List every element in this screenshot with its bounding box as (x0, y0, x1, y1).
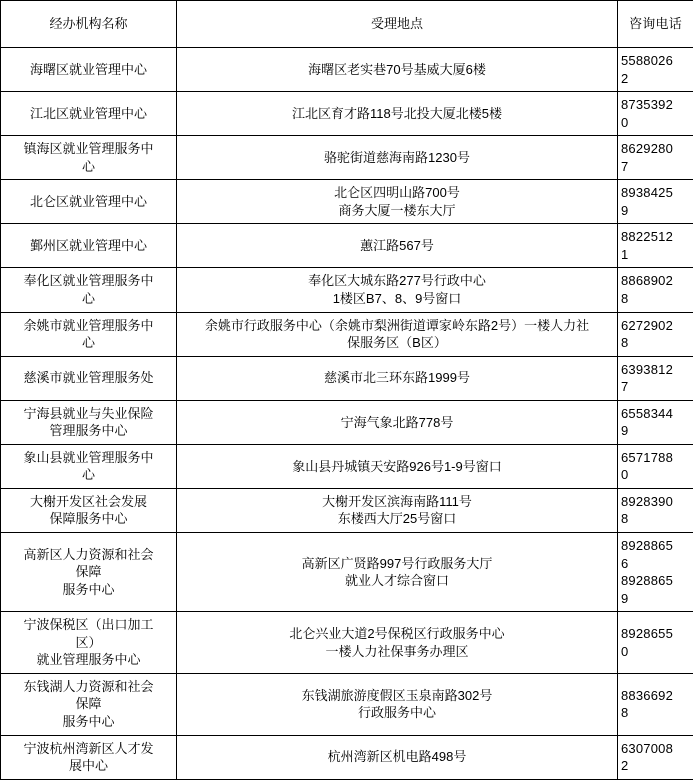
table-row (1, 136, 693, 180)
table-row (1, 224, 693, 268)
cell-agency-name-line: 高新区人力资源和社会 (4, 546, 173, 564)
cell-agency-name-line: 区） (4, 634, 173, 652)
cell-phone (618, 673, 693, 735)
cell-agency-name-line: 东钱湖人力资源和社会 (4, 678, 173, 696)
cell-phone-line: 8836692 (621, 687, 690, 705)
cell-agency-name-line: 慈溪市就业管理服务处 (4, 369, 173, 387)
cell-phone (618, 48, 693, 92)
cell-location-line: 一楼人力社保事务办理区 (180, 643, 614, 661)
cell-phone (618, 180, 693, 224)
cell-agency-name (1, 136, 177, 180)
table-header-row (1, 1, 693, 48)
cell-phone (618, 224, 693, 268)
cell-agency-name-line: 心 (4, 334, 173, 352)
cell-phone (618, 533, 693, 612)
cell-location (177, 356, 618, 400)
cell-agency-name-line: 鄞州区就业管理中心 (4, 237, 173, 255)
cell-phone (618, 612, 693, 674)
cell-phone-line: 7 (621, 378, 690, 396)
cell-location-line: 杭州湾新区机电路498号 (180, 748, 614, 766)
cell-phone-line: 5588026 (621, 52, 690, 70)
cell-agency-name (1, 400, 177, 444)
cell-location (177, 48, 618, 92)
cell-location (177, 400, 618, 444)
cell-location (177, 735, 618, 779)
cell-location (177, 312, 618, 356)
cell-location-line: 宁海气象北路778号 (180, 414, 614, 432)
cell-location (177, 444, 618, 488)
table-row (1, 48, 693, 92)
cell-phone-line: 9 (621, 590, 690, 608)
cell-agency-name-line: 大榭开发区社会发展 (4, 493, 173, 511)
table-row (1, 673, 693, 735)
cell-phone-line: 8868902 (621, 272, 690, 290)
cell-location-line: 江北区育才路118号北投大厦北楼5楼 (180, 105, 614, 123)
cell-agency-name-line: 管理服务中心 (4, 422, 173, 440)
cell-agency-name (1, 533, 177, 612)
cell-agency-name-line: 展中心 (4, 757, 173, 775)
cell-phone-line: 0 (621, 466, 690, 484)
cell-phone-line: 6307008 (621, 740, 690, 758)
cell-agency-name-line: 江北区就业管理中心 (4, 105, 173, 123)
cell-phone (618, 444, 693, 488)
cell-phone-line: 7 (621, 158, 690, 176)
cell-phone-line: 8735392 (621, 96, 690, 114)
cell-phone (618, 92, 693, 136)
table-row (1, 180, 693, 224)
cell-phone-line: 6393812 (621, 361, 690, 379)
cell-location-line: 北仑兴业大道2号保税区行政服务中心 (180, 625, 614, 643)
cell-agency-name-line: 镇海区就业管理服务中 (4, 140, 173, 158)
cell-agency-name-line: 心 (4, 466, 173, 484)
cell-phone-line: 1 (621, 246, 690, 264)
cell-location (177, 612, 618, 674)
cell-phone-line: 8928865 (621, 537, 690, 555)
cell-location-line: 商务大厦一楼东大厅 (180, 202, 614, 220)
cell-location-line: 骆驼街道慈海南路1230号 (180, 149, 614, 167)
cell-agency-name (1, 673, 177, 735)
table-row (1, 312, 693, 356)
cell-agency-name (1, 735, 177, 779)
cell-agency-name-line: 余姚市就业管理服务中 (4, 317, 173, 335)
cell-agency-name (1, 224, 177, 268)
cell-phone-line: 8928655 (621, 625, 690, 643)
header-location: 受理地点 (177, 1, 618, 48)
cell-phone (618, 312, 693, 356)
cell-agency-name-line: 海曙区就业管理中心 (4, 61, 173, 79)
cell-agency-name (1, 48, 177, 92)
cell-phone (618, 735, 693, 779)
cell-location-line: 慈溪市北三环东路1999号 (180, 369, 614, 387)
table-row (1, 356, 693, 400)
cell-location (177, 92, 618, 136)
cell-phone (618, 268, 693, 312)
cell-agency-name (1, 268, 177, 312)
cell-location-line: 北仑区四明山路700号 (180, 184, 614, 202)
table-row (1, 268, 693, 312)
cell-phone-line: 0 (621, 114, 690, 132)
cell-location-line: 海曙区老实巷70号基威大厦6楼 (180, 61, 614, 79)
cell-agency-name-line: 服务中心 (4, 713, 173, 731)
cell-phone (618, 400, 693, 444)
cell-agency-name-line: 保障服务中心 (4, 510, 173, 528)
cell-location (177, 180, 618, 224)
cell-agency-name (1, 92, 177, 136)
table-row (1, 444, 693, 488)
cell-location-line: 奉化区大城东路277号行政中心 (180, 272, 614, 290)
cell-agency-name-line: 服务中心 (4, 581, 173, 599)
cell-location (177, 268, 618, 312)
cell-agency-name (1, 312, 177, 356)
cell-location-line: 保服务区（B区） (180, 334, 614, 352)
cell-phone-line: 9 (621, 202, 690, 220)
cell-location (177, 673, 618, 735)
cell-agency-name-line: 北仑区就业管理中心 (4, 193, 173, 211)
header-phone: 咨询电话 (618, 1, 693, 48)
cell-phone-line: 8928865 (621, 572, 690, 590)
cell-agency-name-line: 奉化区就业管理服务中 (4, 272, 173, 290)
cell-phone (618, 356, 693, 400)
table-row (1, 400, 693, 444)
cell-phone-line: 8 (621, 510, 690, 528)
cell-location-line: 1楼区B7、8、9号窗口 (180, 290, 614, 308)
cell-agency-name-line: 心 (4, 158, 173, 176)
cell-location-line: 余姚市行政服务中心（余姚市梨洲街道谭家岭东路2号）一楼人力社 (180, 317, 614, 335)
cell-agency-name (1, 488, 177, 532)
cell-phone-line: 0 (621, 643, 690, 661)
cell-location-line: 高新区广贤路997号行政服务大厅 (180, 555, 614, 573)
table-row (1, 488, 693, 532)
cell-phone-line: 8822512 (621, 228, 690, 246)
table-row (1, 735, 693, 779)
cell-phone-line: 8629280 (621, 140, 690, 158)
cell-location (177, 136, 618, 180)
cell-location (177, 533, 618, 612)
cell-location-line: 东楼西大厅25号窗口 (180, 510, 614, 528)
cell-agency-name-line: 象山县就业管理服务中 (4, 449, 173, 467)
table-row (1, 92, 693, 136)
cell-location-line: 就业人才综合窗口 (180, 572, 614, 590)
cell-location-line: 蕙江路567号 (180, 237, 614, 255)
cell-location-line: 象山县丹城镇天安路926号1-9号窗口 (180, 458, 614, 476)
cell-agency-name (1, 356, 177, 400)
cell-agency-name-line: 宁波杭州湾新区人才发 (4, 740, 173, 758)
cell-agency-name-line: 宁波保税区（出口加工 (4, 616, 173, 634)
cell-location-line: 东钱湖旅游度假区玉泉南路302号 (180, 687, 614, 705)
cell-location-line: 大榭开发区滨海南路111号 (180, 493, 614, 511)
cell-phone-line: 8 (621, 290, 690, 308)
cell-phone-line: 9 (621, 422, 690, 440)
cell-phone-line: 2 (621, 757, 690, 775)
cell-phone-line: 2 (621, 70, 690, 88)
cell-phone-line: 8938425 (621, 184, 690, 202)
cell-phone-line: 8 (621, 704, 690, 722)
cell-agency-name (1, 444, 177, 488)
cell-phone-line: 8 (621, 334, 690, 352)
cell-phone-line: 6272902 (621, 317, 690, 335)
cell-agency-name (1, 612, 177, 674)
cell-location (177, 488, 618, 532)
cell-phone-line: 6 (621, 555, 690, 573)
cell-phone (618, 136, 693, 180)
cell-agency-name (1, 180, 177, 224)
cell-agency-name-line: 心 (4, 290, 173, 308)
cell-location (177, 224, 618, 268)
cell-agency-name-line: 保障 (4, 563, 173, 581)
cell-phone-line: 8928390 (621, 493, 690, 511)
cell-agency-name-line: 宁海县就业与失业保险 (4, 405, 173, 423)
cell-location-line: 行政服务中心 (180, 704, 614, 722)
header-agency-name: 经办机构名称 (1, 1, 177, 48)
cell-phone-line: 6571788 (621, 449, 690, 467)
table-row (1, 533, 693, 612)
cell-agency-name-line: 就业管理服务中心 (4, 651, 173, 669)
table-row (1, 612, 693, 674)
cell-phone (618, 488, 693, 532)
cell-agency-name-line: 保障 (4, 695, 173, 713)
cell-phone-line: 6558344 (621, 405, 690, 423)
